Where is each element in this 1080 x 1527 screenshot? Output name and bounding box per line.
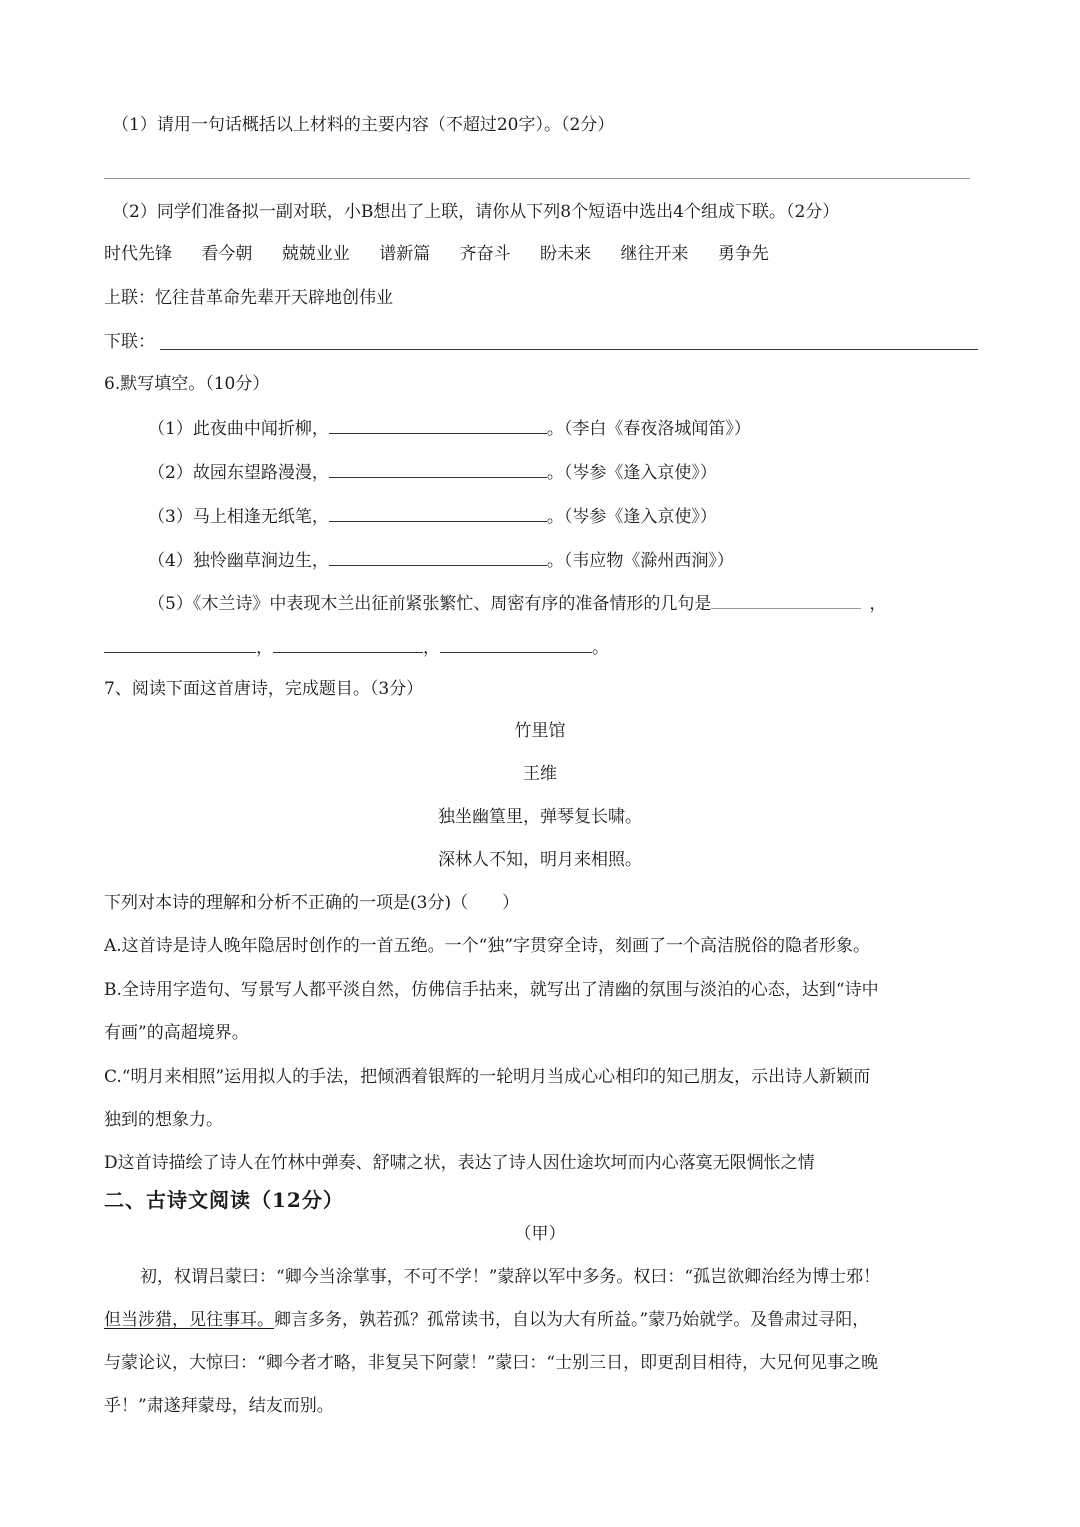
phrase-item: 盼未来 (540, 244, 592, 264)
passage-text: 卿言多务，孰若孤？孤常读书，自以为大有所益。”蒙乃始就学。及鲁肃过寻阳， (274, 1310, 870, 1330)
q6-item-4 (148, 547, 734, 573)
phrase-list (104, 242, 793, 266)
xialian-label: 下联： (104, 332, 155, 352)
period: 。 (592, 638, 609, 658)
q6-item-text: （4）独怜幽草涧边生， (148, 551, 329, 571)
poem-line: 深林人不知，明月来相照。 (438, 850, 642, 870)
xialian (104, 330, 155, 354)
underlined-sentence: 但当涉猎，见往事耳。 (104, 1310, 274, 1330)
q7-question: 下列对本诗的理解和分析不正确的一项是(3分)（ ） (104, 893, 520, 913)
option-b: B.全诗用字造句、写景写人都平淡自然，仿佛信手拈来，就写出了清幽的氛围与淡泊的心态，达到“诗中 (104, 980, 879, 1000)
q6-item-source: 。（岑参《逢入京使》） (546, 507, 717, 527)
q6-item-5-cont (104, 634, 609, 660)
fill-blank[interactable] (711, 590, 861, 609)
phrase-item: 继往开来 (620, 244, 689, 264)
q6-item-5 (148, 590, 886, 616)
phrase-item: 兢兢业业 (281, 244, 350, 264)
poem-line: 独坐幽篁里，弹琴复长啸。 (438, 807, 642, 827)
xialian-blank[interactable] (160, 349, 978, 350)
poem-author: 王维 (523, 764, 557, 784)
q6-title: 6.默写填空。（10分） (104, 374, 270, 394)
answer-line[interactable] (104, 178, 970, 179)
fill-blank[interactable] (440, 634, 592, 653)
q6-item-2 (148, 459, 717, 485)
option-b-cont: 有画”的高超境界。 (104, 1023, 249, 1043)
passage-label: （甲） (514, 1224, 566, 1244)
q6-item-text: （3）马上相逢无纸笔， (148, 507, 329, 527)
q5-sub2: （2）同学们准备拟一副对联，小B想出了上联，请你从下列8个短语中选出4个组成下联。（2分） (112, 202, 840, 222)
q6-item-1 (148, 415, 751, 441)
shanglian: 上联：忆往昔革命先辈开天辟地创伟业 (104, 288, 393, 308)
q6-item-text: （5）《木兰诗》中表现木兰出征前紧张繁忙、周密有序的准备情形的几句是 (148, 594, 712, 614)
q5-sub1: （1）请用一句话概括以上材料的主要内容（不超过20字）。（2分） (112, 115, 615, 135)
q6-item-3 (148, 503, 717, 529)
fill-blank[interactable] (329, 459, 547, 478)
passage-line: 初，权谓吕蒙曰：“卿今当涂掌事，不可不学！”蒙辞以军中多务。权曰：“孤岂欲卿治经为博士邪！ (140, 1267, 881, 1287)
section-heading: 二、古诗文阅读（12分） (104, 1188, 344, 1212)
passage-line: 乎！”肃遂拜蒙母，结友而别。 (104, 1396, 334, 1416)
q6-item-source: 。（韦应物《滁州西涧》） (546, 551, 734, 571)
option-c: C.“明月来相照”运用拟人的手法，把倾洒着银辉的一轮明月当成心心相印的知己朋友，示出诗人新颖而 (104, 1067, 871, 1087)
q6-item-source: 。（岑参《逢入京使》） (546, 463, 717, 483)
fill-blank[interactable] (104, 634, 256, 653)
q6-item-text: （2）故园东望路漫漫， (148, 463, 329, 483)
option-c-cont: 独到的想象力。 (104, 1110, 223, 1130)
phrase-item: 时代先锋 (104, 244, 172, 264)
q7-title: 7、阅读下面这首唐诗，完成题目。（3分） (104, 679, 424, 699)
option-a: A.这首诗是诗人晚年隐居时创作的一首五绝。一个“独”字贯穿全诗，刻画了一个高洁脱俗的隐者形象。 (104, 936, 871, 956)
poem-title: 竹里馆 (514, 721, 566, 741)
phrase-item: 勇争先 (717, 244, 769, 264)
fill-blank[interactable] (329, 415, 547, 434)
phrase-item: 齐奋斗 (459, 244, 511, 264)
option-d: D这首诗描绘了诗人在竹林中弹奏、舒啸之状，表达了诗人因仕途坎坷而内心落寞无限惆怅之情 (104, 1153, 815, 1173)
q6-item-text: （1）此夜曲中闻折柳， (148, 419, 329, 439)
fill-blank[interactable] (329, 503, 547, 522)
comma: ， (256, 638, 273, 658)
comma: ， (423, 638, 440, 658)
comma: ， (869, 594, 887, 614)
phrase-item: 谱新篇 (379, 244, 431, 264)
q6-item-source: 。（李白《春夜洛城闻笛》） (546, 419, 751, 439)
fill-blank[interactable] (273, 634, 423, 653)
passage-line: 与蒙论议，大惊曰：“卿今者才略，非复吴下阿蒙！”蒙曰：“士别三日，即更刮目相待，大兄何见事之晚 (104, 1353, 879, 1373)
fill-blank[interactable] (329, 547, 547, 566)
phrase-item: 看今朝 (201, 244, 253, 264)
passage-line (104, 1308, 869, 1332)
